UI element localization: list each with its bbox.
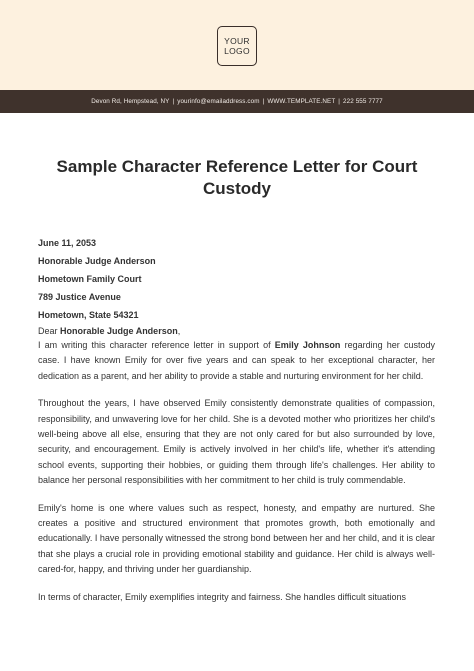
logo-text-line2: LOGO: [224, 46, 250, 56]
contact-phone: 222 555 7777: [343, 98, 383, 105]
logo-text-line1: YOUR: [224, 36, 250, 46]
letterhead-header: [0, 0, 474, 90]
paragraph-character: In terms of character, Emily exemplifies integrity and fairness. She handles difficult situations: [38, 591, 407, 602]
contact-separator: |: [172, 98, 175, 105]
court-city-state-zip: Hometown, State 54321: [38, 310, 139, 320]
letter-body: [38, 238, 435, 617]
recipient-name: Honorable Judge Anderson: [38, 256, 156, 266]
court-name: Hometown Family Court: [38, 274, 142, 284]
subject-name: Emily Johnson: [274, 340, 341, 350]
contact-separator: |: [262, 98, 265, 105]
contact-website[interactable]: WWW.TEMPLATE.NET: [267, 98, 336, 105]
salutation-name: Honorable Judge Anderson: [60, 326, 178, 336]
contact-address: Devon Rd, Hempstead, NY: [91, 98, 170, 105]
court-street: 789 Justice Avenue: [38, 292, 121, 302]
salutation-suffix: ,: [177, 326, 181, 336]
contact-email[interactable]: yourinfo@emailaddress.com: [177, 98, 260, 105]
salutation: [38, 324, 435, 338]
contact-separator: |: [338, 98, 341, 105]
paragraph-intro-part1: I am writing this character reference letter in support of: [38, 340, 275, 350]
paragraph-parenting: Throughout the years, I have observed Emily consistently demonstrate qualities of compassion, responsibility, and unwavering love for her child. She is a devoted mother who prioritizes her child's well-being above all else, ensuring that they are not only cared for but also surrounded by love, security, and encouragement. Emily is actively involved in her child's life, whether it's attending school events, supporting their hobbies, or guiding them through life's challenges. Her ability to balance her personal responsibilities with her commitment to her child is truly commendable.: [38, 398, 435, 486]
document-title: Sample Character Reference Letter for Court Custody: [56, 157, 418, 198]
paragraph-home-environment: Emily's home is one where values such as respect, honesty, and empathy are nurtured. She creates a positive and structured environment that promotes growth, both emotionally and educationally. I have personally witnessed the strong bond between her and her child, and it is clear that she plays a crucial role in providing emotional stability and guidance. Her child is always well-cared-for, happy, and thriving under her guardianship.: [38, 502, 435, 575]
letter-date: June 11, 2053: [38, 238, 97, 248]
paragraph-intro-part2: regarding her custody case. I have known Emily for over five years and can speak to her exceptional character, her dedication as a parent, and her ability to provide a stable and nurturing environment for her child.: [38, 340, 435, 381]
contact-bar: [0, 90, 474, 113]
salutation-prefix: Dear: [38, 326, 61, 336]
logo-placeholder: [217, 26, 257, 66]
paragraph-intro: [38, 338, 435, 384]
